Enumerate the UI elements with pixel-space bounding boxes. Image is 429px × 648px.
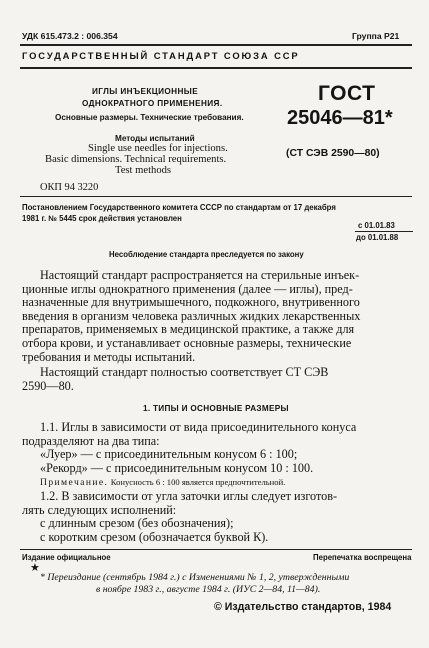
section-1-2-line: 1.2. В зависимости от угла заточки иглы следует изготов- — [40, 490, 338, 503]
group-code: Группа Р21 — [352, 31, 400, 41]
validity-divider — [355, 231, 413, 232]
st-sev-reference: (СТ СЭВ 2590—80) — [286, 148, 380, 159]
note — [40, 477, 285, 488]
intro-p2-line: Настоящий стандарт полностью соответствует СТ СЭВ — [40, 366, 329, 379]
intro-p1-line: препаратов, применяемых в медицинской практике, а также для — [22, 323, 355, 337]
intro-p1-line: введения в организм человека различных жидких лекарственных — [22, 309, 361, 323]
ru-title-line-2: ОДНОКРАТНОГО ПРИМЕНЕНИЯ. — [82, 99, 223, 108]
section-1-2-line: лять следующих исполнений: — [22, 503, 177, 517]
intro-p1-line: ционные иглы однократного применения (далее — иглы), пред- — [22, 282, 353, 296]
okp-code: ОКП 94 3220 — [40, 182, 99, 193]
long-cut-option: с длинным срезом (без обозначения); — [40, 517, 234, 531]
gost-number: 25046—81* — [287, 107, 393, 129]
en-title-line-1: Single use needles for injections. — [88, 143, 228, 154]
en-title-line-3: Test methods — [115, 165, 172, 176]
legal-warning: Несоблюдение стандарта преследуется по закону — [109, 250, 304, 259]
ru-title-line-3: Основные размеры. Технические требования. — [55, 113, 244, 122]
intro-p1-line: назначенные для внутримышечного, подкожного, внутривенного — [22, 296, 360, 310]
record-type: «Рекорд» — с присоединительным конусом 10 : 100. — [40, 461, 314, 475]
intro-p1-line: отбора крови, и устанавливает основные размеры, технические — [22, 336, 352, 350]
section-1-heading: 1. ТИПЫ И ОСНОВНЫЕ РАЗМЕРЫ — [143, 404, 289, 413]
reissue-note-line-2: в ноябре 1983 г., августе 1984 г. (ИУС 2—84, 11—84). — [96, 584, 321, 595]
intro-paragraph-1 — [22, 269, 414, 364]
publisher-copyright: © Издательство стандартов, 1984 — [214, 601, 392, 613]
reissue-note-line-1: * Переиздание (сентябрь 1984 г.) с Изменениями № 1, 2, утвержденными — [40, 572, 350, 583]
validity-to: до 01.01.88 — [356, 233, 399, 242]
section-1-line: подразделяют на два типа: — [22, 434, 160, 448]
note-label: Примечание. — [40, 477, 109, 488]
ru-title-line-1: ИГЛЫ ИНЪЕКЦИОННЫЕ — [92, 87, 199, 96]
section-1-2-body — [22, 490, 414, 544]
standard-banner: ГОСУДАРСТВЕННЫЙ СТАНДАРТ СОЮЗА ССР — [22, 50, 300, 61]
header-bottom-rule — [20, 67, 412, 69]
gost-label: ГОСТ — [318, 82, 376, 105]
official-edition: Издание официальное — [22, 553, 111, 562]
title-bottom-rule — [20, 196, 412, 197]
reprint-prohibited: Перепечатка воспрещена — [313, 553, 412, 562]
footer-rule — [20, 549, 412, 550]
decree-line-2: 1981 г. № 5445 срок действия установлен — [22, 214, 182, 223]
section-1-line: 1.1. Иглы в зависимости от вида присоединительного конуса — [40, 421, 357, 434]
section-1-body — [22, 421, 414, 475]
validity-from: с 01.01.83 — [358, 221, 395, 230]
header-top-rule — [20, 44, 412, 46]
intro-p2-line: 2590—80. — [22, 379, 74, 393]
udk-code: УДК 615.473.2 : 006.354 — [22, 31, 118, 41]
short-cut-option: с коротким срезом (обозначается буквой К). — [40, 530, 269, 544]
ru-title-line-4: Методы испытаний — [115, 134, 195, 143]
star-mark: ★ — [30, 562, 40, 574]
intro-paragraph-2 — [22, 366, 414, 393]
en-title-line-2: Basic dimensions. Technical requirements. — [45, 154, 227, 165]
decree-line-1: Постановлением Государственного комитета СССР по стандартам от 17 декабря — [22, 203, 336, 212]
intro-p1-line: требования и методы испытаний. — [22, 350, 196, 364]
note-text: Конусность 6 : 100 является предпочтительной. — [110, 477, 286, 487]
luer-type: «Луер» — с присоединительным конусом 6 : 100; — [40, 448, 298, 462]
intro-p1-line: Настоящий стандарт распространяется на стерильные инъек- — [40, 269, 360, 282]
